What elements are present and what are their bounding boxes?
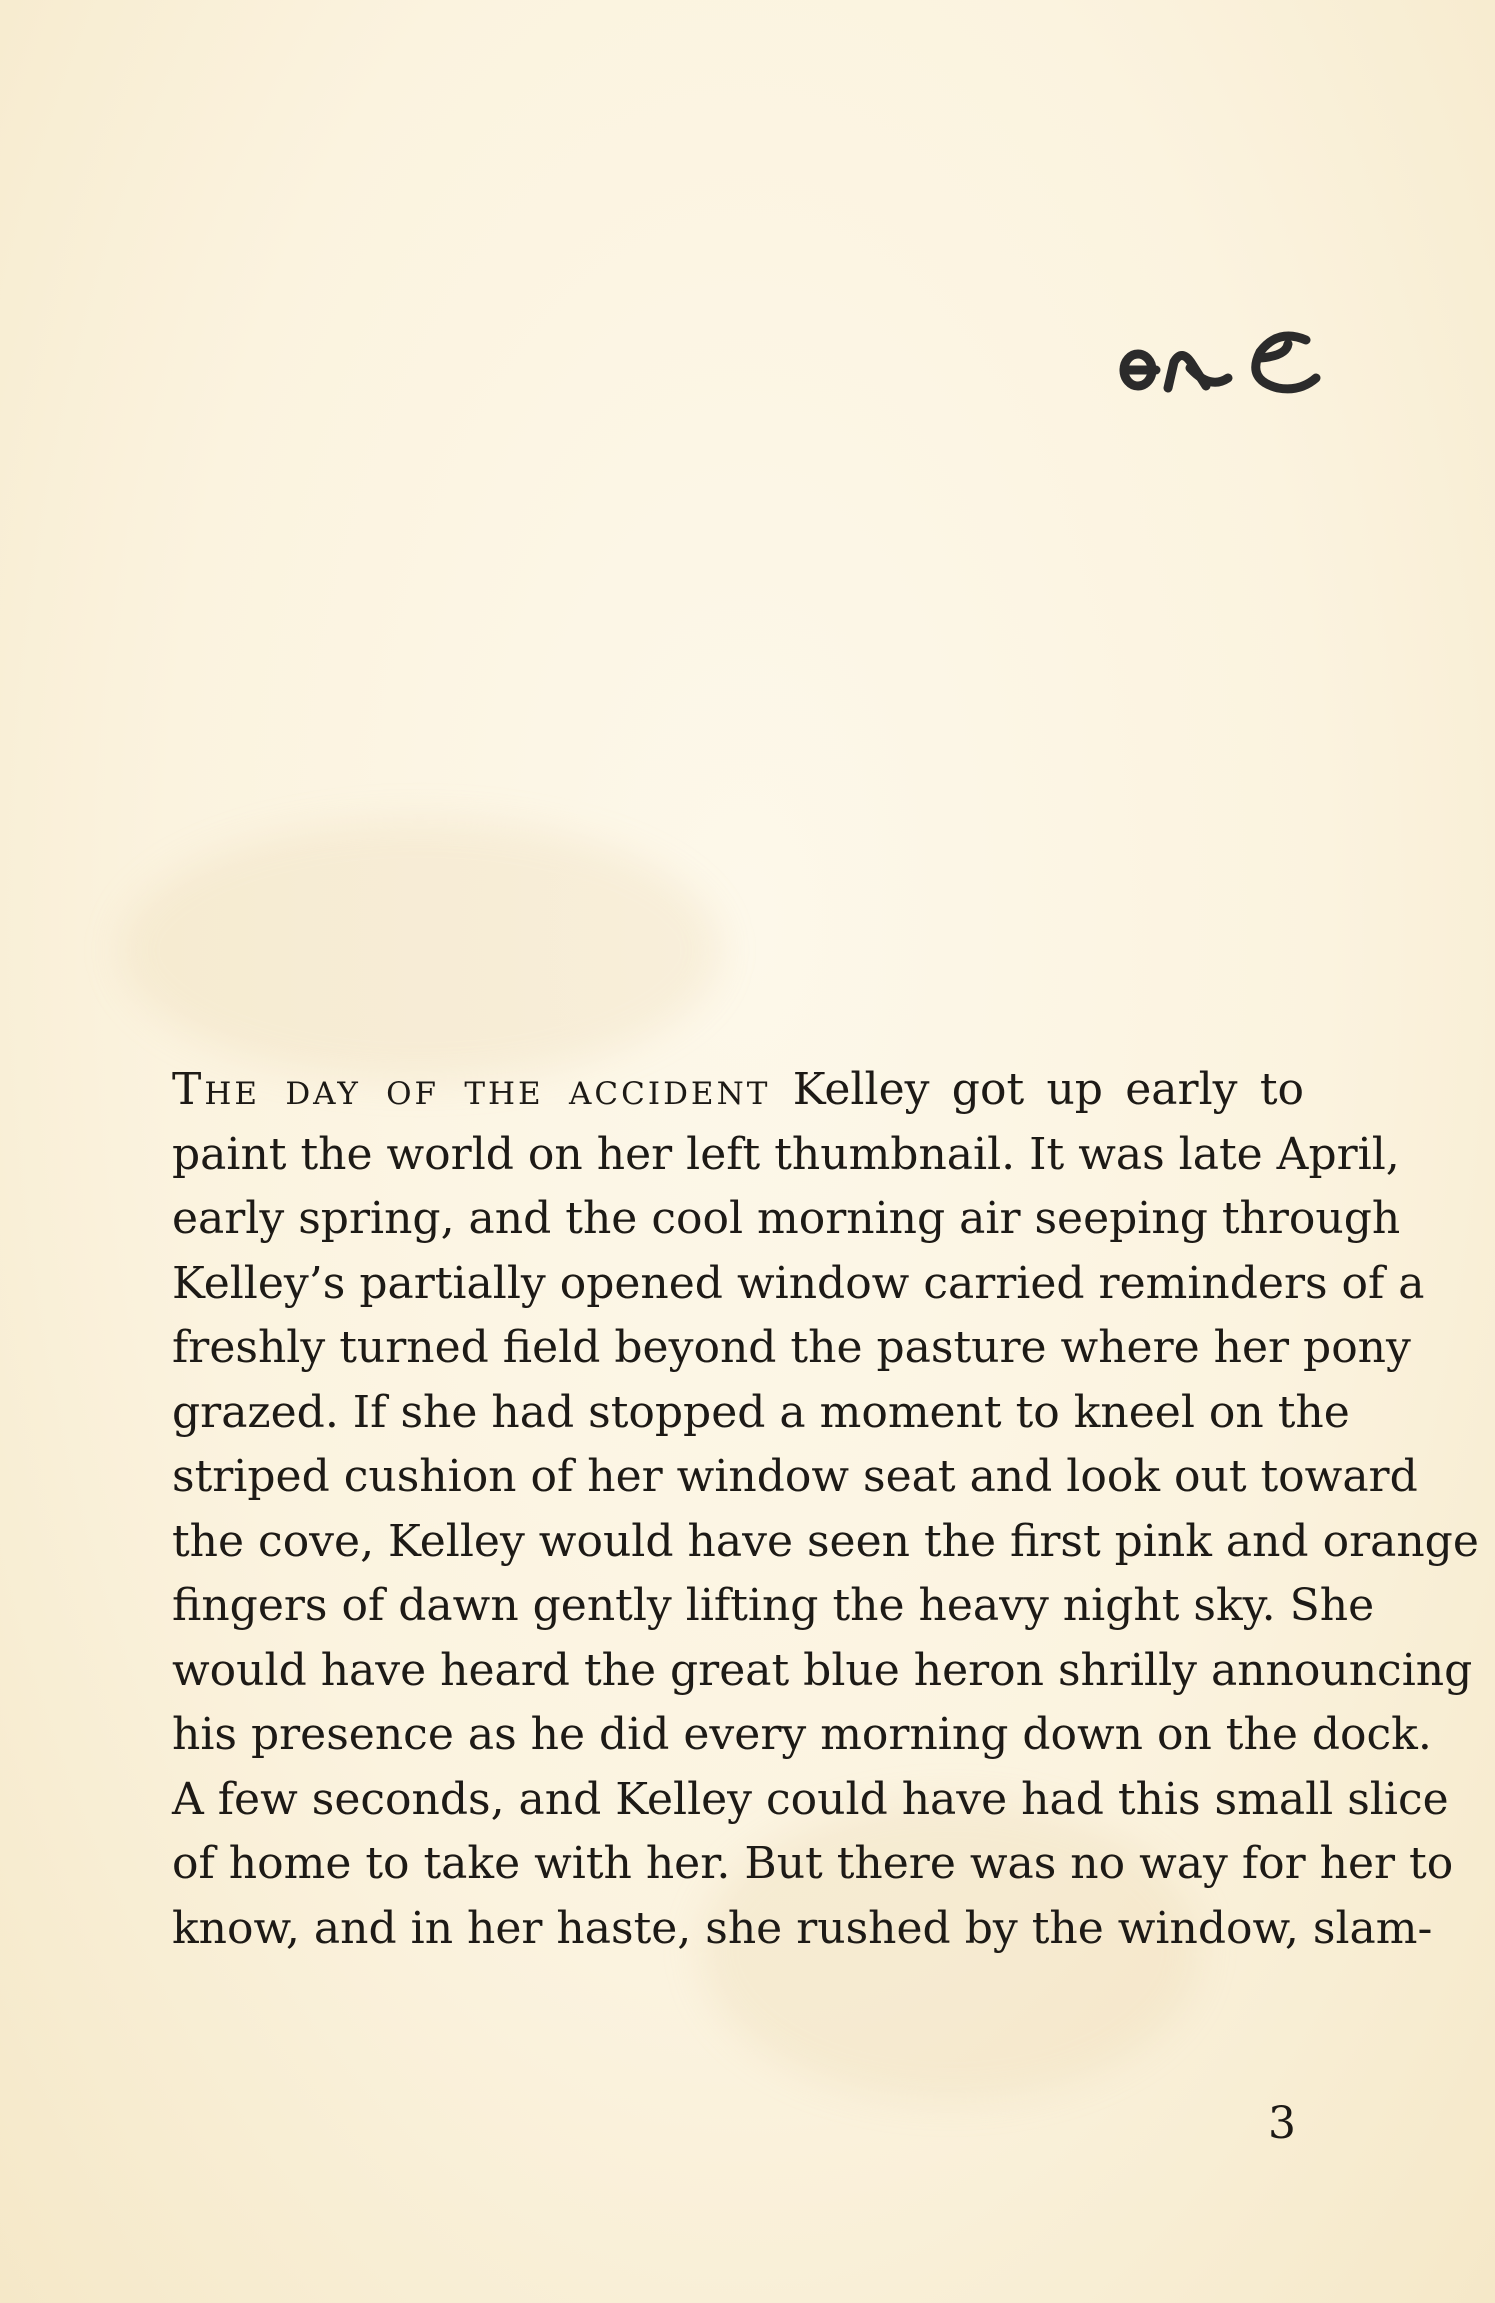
body-line-1-rest: Kelley got up early to <box>770 1064 1304 1115</box>
body-line: A few seconds, and Kelley could have had this small slice <box>172 1773 1449 1825</box>
chapter-heading-handwritten <box>1110 318 1340 408</box>
body-line: striped cushion of her window seat and look out toward <box>172 1451 1418 1502</box>
body-line-1 <box>172 1058 1304 1123</box>
body-line: freshly turned field beyond the pasture where her pony <box>172 1322 1411 1373</box>
body-line: of home to take with her. But there was no way for her to <box>172 1838 1454 1889</box>
chapter-body-text <box>172 1058 1479 1961</box>
body-line: know, and in her haste, she rushed by the window, slam- <box>172 1902 1433 1954</box>
page-number: 3 <box>1268 2098 1296 2149</box>
chapter-heading <box>1110 318 1340 408</box>
body-line: would have heard the great blue heron shrilly announcing <box>172 1644 1473 1696</box>
body-line: paint the world on her left thumbnail. It was late April, <box>172 1128 1400 1180</box>
paper-stain <box>120 820 720 1080</box>
body-line: early spring, and the cool morning air seeping through <box>172 1193 1401 1244</box>
body-line: Kelley’s partially opened window carried reminders of a <box>172 1257 1425 1309</box>
opening-phrase: The day of the accident <box>172 1064 771 1115</box>
body-line: fingers of dawn gently lifting the heavy night sky. She <box>172 1580 1375 1631</box>
body-line: the cove, Kelley would have seen the first pink and orange <box>172 1515 1479 1567</box>
body-line: grazed. If she had stopped a moment to kneel on the <box>172 1386 1350 1438</box>
body-line: his presence as he did every morning down on the dock. <box>172 1709 1432 1760</box>
